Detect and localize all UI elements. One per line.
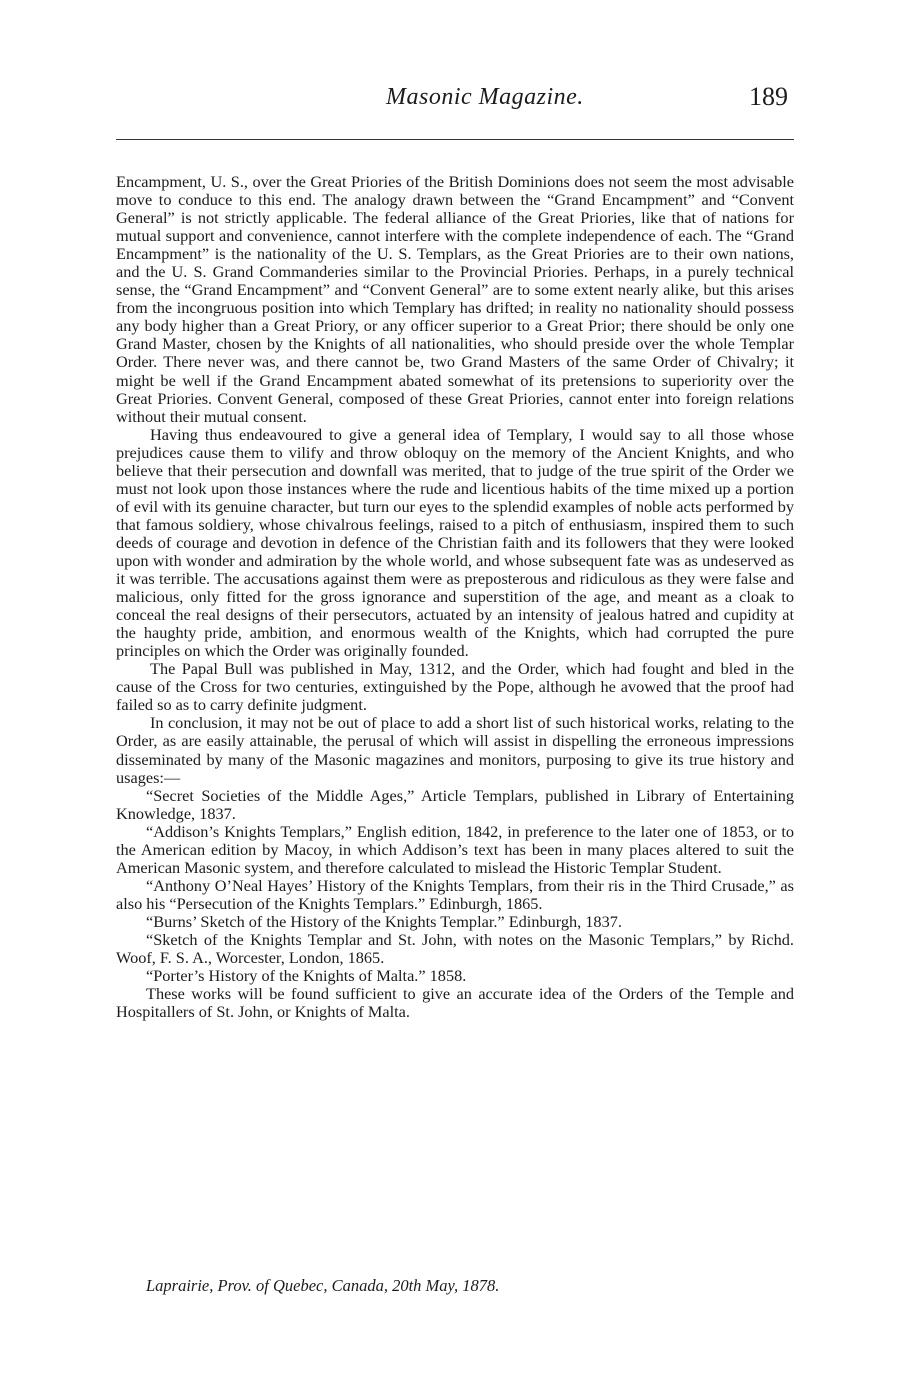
- reference-item: “Anthony O’Neal Hayes’ History of the Knights Templars, from their ris in the Third Crusade,” as also his “Persecution of the Knights Templars.” Edinburgh, 1865.: [116, 875, 794, 913]
- reference-item: “Secret Societies of the Middle Ages,” Article Templars, published in Library of Entertaining Knowledge, 1837.: [116, 785, 794, 823]
- page-number: 189: [749, 82, 788, 111]
- header-rule: [116, 139, 794, 140]
- reference-item: “Addison’s Knights Templars,” English edition, 1842, in preference to the later one of 1853, or to the American edition by Macoy, in which Addison’s text has been in many places altered to suit the American Masonic system, and therefore calculated to mislead the Historic Templar Student.: [116, 821, 794, 877]
- paragraph-templary: Having thus endeavoured to give a general idea of Templary, I would say to all those whose prejudices cause them to vilify and throw obloquy on the memory of the Ancient Knights, and who believe that their persecution and downfall was merited, that to judge of the true spirit of the Order we must not look upon those instances where the rude and licentious habits of the time mixed up a portion of evil with its genuine character, but turn our eyes to the splendid examples of noble acts performed by that famous soldiery, whose chivalrous feelings, raised to a pitch of enthusiasm, inspired them to such deeds of courage and devotion in defence of the Christian faith and its followers that they were looked upon with wonder and admiration by the whole world, and whose subsequent fate was as undeserved as it was terrible. The accusations against them were as preposterous and ridiculous as they were false and malicious, only fitted for the gross ignorance and superstition of the age, and meant as a cloak to conceal the real designs of their persecutors, actuated by an intensity of jealous hatred and cupidity at the haughty pride, ambition, and enormous wealth of the Knights, which had corrupted the pure principles on which the Order was originally founded.: [116, 424, 794, 661]
- closing-paragraph: These works will be found sufficient to give an accurate idea of the Orders of the Temple and Hospitallers of St. John, or Knights of Malta.: [116, 984, 794, 1022]
- article-body: [116, 173, 794, 1021]
- reference-item: “Sketch of the Knights Templar and St. John, with notes on the Masonic Templars,” by Richd. Woof, F. S. A., Worcester, London, 1865.: [116, 929, 794, 968]
- reference-item: “Porter’s History of the Knights of Malta.” 1858.: [146, 966, 467, 986]
- paragraph-conclusion: In conclusion, it may not be out of place to add a short list of such historical works, relating to the Order, as are easily attainable, the perusal of which will assist in dispelling the erroneous impressions disseminated by many of the Masonic magazines and monitors, purposing to give its true history and usages:—: [116, 713, 794, 787]
- signature-line: Laprairie, Prov. of Quebec, Canada, 20th May, 1878.: [146, 1276, 500, 1295]
- page-header: [116, 84, 788, 124]
- paragraph-papal-bull: The Papal Bull was published in May, 1312, and the Order, which had fought and bled in the cause of the Cross for two centuries, extinguished by the Pope, although he avowed that the proof had failed so as to carry definite judgment.: [116, 659, 794, 715]
- reference-item: “Burns’ Sketch of the History of the Knights Templar.” Edinburgh, 1837.: [146, 911, 622, 931]
- paragraph-continued: Encampment, U. S., over the Great Priories of the British Dominions does not seem the most advisable move to conduce to this end. The analogy drawn between the “Grand Encampment” and “Convent General” is not strictly applicable. The federal alliance of the Great Priories, like that of nations for mutual support and convenience, cannot interfere with the complete independence of each. The “Grand Encampment” is the nationality of the U. S. Templars, as the Great Priories are to their own nations, and the U. S. Grand Commanderies similar to the Provincial Priories. Perhaps, in a purely technical sense, the “Grand Encampment” and “Convent General” are to some extent nearly alike, but this arises from the incongruous position into which Templary has drifted; in reality no nationality should possess any body higher than a Great Priory, or any officer superior to a Great Prior; there should be only one Grand Master, chosen by the Knights of all nationalities, who should preside over the whole Templar Order. There never was, and there cannot be, two Grand Masters of the same Order of Chivalry; it might be well if the Grand Encampment abated somewhat of its pretensions to superiority over the Great Priories. Convent General, composed of these Great Priories, cannot enter into foreign relations without their mutual consent.: [116, 172, 794, 426]
- running-title: Masonic Magazine.: [386, 84, 584, 110]
